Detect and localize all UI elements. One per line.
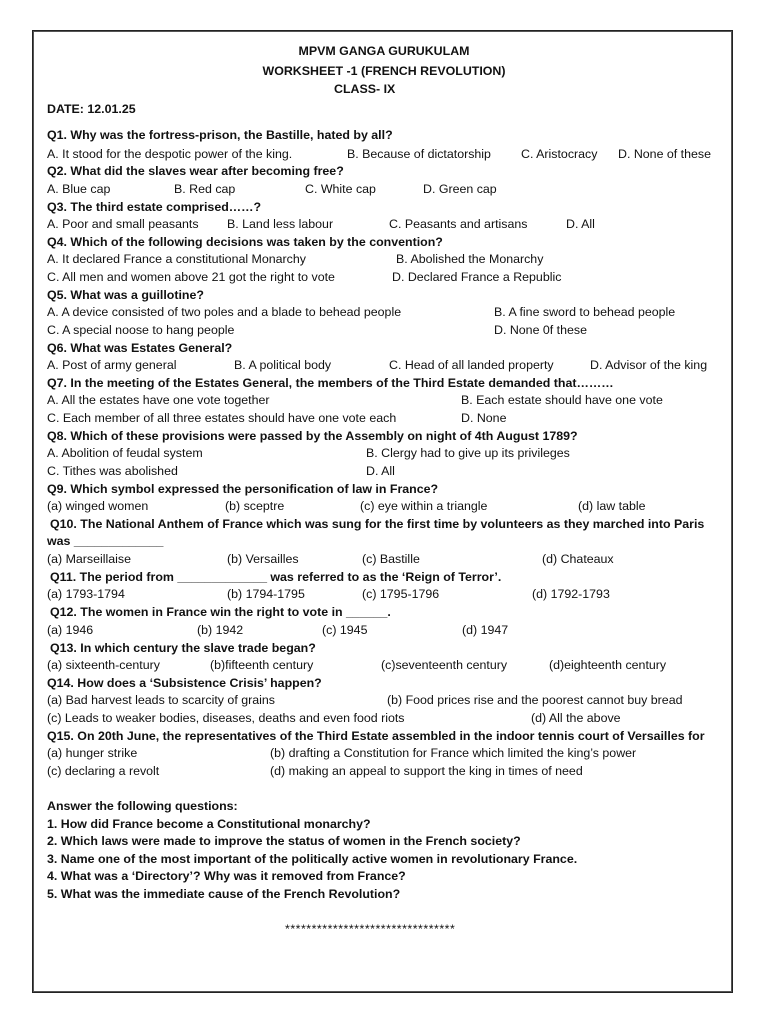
question-9 — [0, 481, 768, 498]
option: B. Clergy had to give up its privileges — [366, 446, 570, 460]
answer-question-5 — [0, 886, 768, 903]
options-row — [0, 322, 768, 339]
option: A. A device consisted of two poles and a blade to behead people — [47, 305, 402, 319]
option: C. A special noose to hang people — [47, 323, 235, 337]
option: (a) Marseillaise — [47, 552, 131, 566]
option: A. Blue cap — [47, 182, 111, 196]
option: (d) making an appeal to support the king in times of need — [270, 764, 583, 778]
question-text: was _____________ — [47, 534, 164, 548]
question-text: Q11. The period from _____________ was referred to as the ‘Reign of Terror’. — [50, 570, 502, 584]
question-2 — [0, 163, 768, 180]
answer-heading — [0, 798, 768, 815]
question-text: Q14. How does a ‘Subsistence Crisis’ happen? — [47, 676, 322, 690]
options-row — [0, 410, 768, 427]
option: (d) Chateaux — [542, 552, 614, 566]
section-heading: Answer the following questions: — [47, 799, 238, 813]
options-row — [0, 710, 768, 727]
class-label: CLASS- IX — [334, 82, 396, 96]
option: (a) 1946 — [47, 623, 94, 637]
option: B. A political body — [234, 358, 332, 372]
option: A. Post of army general — [47, 358, 177, 372]
option: C. All men and women above 21 got the right to vote — [47, 270, 335, 284]
options-row — [0, 216, 768, 233]
option: D. Advisor of the king — [590, 358, 708, 372]
question-text: Q7. In the meeting of the Estates General, the members of the Third Estate demanded that……… — [47, 376, 614, 390]
question-text: Q6. What was Estates General? — [47, 341, 233, 355]
options-row — [0, 181, 768, 198]
option: (c) Bastille — [362, 552, 420, 566]
option: C. Each member of all three estates should have one vote each — [47, 411, 397, 425]
options-row — [0, 622, 768, 639]
option: (a) hunger strike — [47, 746, 138, 760]
option: (c) 1945 — [322, 623, 368, 637]
option: C. Peasants and artisans — [389, 217, 528, 231]
option: (a) winged women — [47, 499, 149, 513]
option: B. A fine sword to behead people — [494, 305, 676, 319]
option: (b) Food prices rise and the poorest cannot buy bread — [387, 693, 683, 707]
option: B. Abolished the Monarchy — [396, 252, 544, 266]
question-10-cont — [0, 533, 768, 550]
question-3 — [0, 199, 768, 216]
option: A. Poor and small peasants — [47, 217, 199, 231]
option: D. None — [461, 411, 507, 425]
question-10 — [0, 516, 768, 533]
option: (b)fifteenth century — [210, 658, 314, 672]
option: (d) law table — [578, 499, 646, 513]
options-row — [0, 551, 768, 568]
option: (a) sixteenth-century — [47, 658, 160, 672]
question-15 — [0, 728, 768, 745]
options-row — [0, 251, 768, 268]
option: (c) 1795-1796 — [362, 587, 440, 601]
option: C. Head of all landed property — [389, 358, 554, 372]
options-row — [0, 692, 768, 709]
options-row — [0, 357, 768, 374]
option: C. Tithes was abolished — [47, 464, 178, 478]
question-text: Q1. Why was the fortress-prison, the Bastille, hated by all? — [47, 128, 393, 142]
question-13 — [0, 640, 768, 657]
answer-question: 4. What was a ‘Directory’? Why was it removed from France? — [47, 869, 406, 883]
option: (c) eye within a triangle — [360, 499, 488, 513]
question-text: Q5. What was a guillotine? — [47, 288, 204, 302]
question-text: Q13. In which century the slave trade began? — [50, 641, 316, 655]
options-row — [0, 269, 768, 286]
option: (d) 1792-1793 — [532, 587, 610, 601]
options-row — [0, 392, 768, 409]
option: D. Declared France a Republic — [392, 270, 562, 284]
class-line — [0, 81, 768, 98]
option: (b) 1942 — [197, 623, 244, 637]
option: (b) sceptre — [225, 499, 285, 513]
answer-question-2 — [0, 833, 768, 850]
option: (a) Bad harvest leads to scarcity of grains — [47, 693, 275, 707]
option: D. All — [366, 464, 395, 478]
options-row — [0, 146, 768, 163]
question-text: Q2. What did the slaves wear after becoming free? — [47, 164, 344, 178]
option: B. Red cap — [174, 182, 236, 196]
date-line — [0, 101, 768, 118]
answer-question-1 — [0, 816, 768, 833]
option: D. All — [566, 217, 595, 231]
option: A. It declared France a constitutional Monarchy — [47, 252, 306, 266]
question-text: Q8. Which of these provisions were passed by the Assembly on night of 4th August 1789? — [47, 429, 578, 443]
answer-question: 5. What was the immediate cause of the French Revolution? — [47, 887, 401, 901]
question-text: Q10. The National Anthem of France which was sung for the first time by volunteers as they marched into Paris — [50, 517, 705, 531]
option: A. Abolition of feudal system — [47, 446, 203, 460]
question-text: Q4. Which of the following decisions was taken by the convention? — [47, 235, 443, 249]
question-12 — [0, 604, 768, 621]
option: D. Green cap — [423, 182, 497, 196]
option: (b) drafting a Constitution for France which limited the king’s power — [270, 746, 637, 760]
option: C. Aristocracy — [521, 147, 598, 161]
options-row — [0, 304, 768, 321]
option: (d)eighteenth century — [549, 658, 667, 672]
answer-question: 3. Name one of the most important of the politically active women in revolutionary France. — [47, 852, 578, 866]
options-row — [0, 745, 768, 762]
option: A. All the estates have one vote together — [47, 393, 270, 407]
question-8 — [0, 428, 768, 445]
options-row — [0, 498, 768, 515]
option: (b) Versailles — [227, 552, 299, 566]
option: B. Land less labour — [227, 217, 334, 231]
option: (a) 1793-1794 — [47, 587, 125, 601]
school-name: MPVM GANGA GURUKULAM — [298, 44, 470, 58]
answer-question: 1. How did France become a Constitutional monarchy? — [47, 817, 371, 831]
question-5 — [0, 287, 768, 304]
option: A. It stood for the despotic power of the king. — [47, 147, 293, 161]
question-text: Q9. Which symbol expressed the personification of law in France? — [47, 482, 439, 496]
question-1 — [0, 127, 768, 144]
question-text: Q15. On 20th June, the representatives of the Third Estate assembled in the indoor tennis court of Versailles for — [47, 729, 705, 743]
option: (c) declaring a revolt — [47, 764, 160, 778]
question-text: Q3. The third estate comprised……? — [47, 200, 262, 214]
worksheet-title: WORKSHEET -1 (FRENCH REVOLUTION) — [262, 64, 506, 78]
option: B. Each estate should have one vote — [461, 393, 663, 407]
options-row — [0, 463, 768, 480]
question-11 — [0, 569, 768, 586]
answer-question-3 — [0, 851, 768, 868]
date-label: DATE: 12.01.25 — [47, 102, 136, 116]
answer-question-4 — [0, 868, 768, 885]
question-14 — [0, 675, 768, 692]
question-text: Q12. The women in France win the right to vote in ______. — [50, 605, 391, 619]
option: (d) All the above — [531, 711, 621, 725]
footer-stars: ******************************** — [285, 922, 456, 936]
option: (d) 1947 — [462, 623, 509, 637]
options-row — [0, 586, 768, 603]
footer-line — [0, 921, 768, 938]
option: (b) 1794-1795 — [227, 587, 305, 601]
option: (c)seventeenth century — [381, 658, 508, 672]
option: B. Because of dictatorship — [347, 147, 491, 161]
question-6 — [0, 340, 768, 357]
question-7 — [0, 375, 768, 392]
option: C. White cap — [305, 182, 376, 196]
option: D. None of these — [618, 147, 711, 161]
options-row — [0, 445, 768, 462]
answer-question: 2. Which laws were made to improve the status of women in the French society? — [47, 834, 521, 848]
option: (c) Leads to weaker bodies, diseases, deaths and even food riots — [47, 711, 405, 725]
options-row — [0, 657, 768, 674]
question-4 — [0, 234, 768, 251]
option: D. None 0f these — [494, 323, 587, 337]
options-row — [0, 763, 768, 780]
